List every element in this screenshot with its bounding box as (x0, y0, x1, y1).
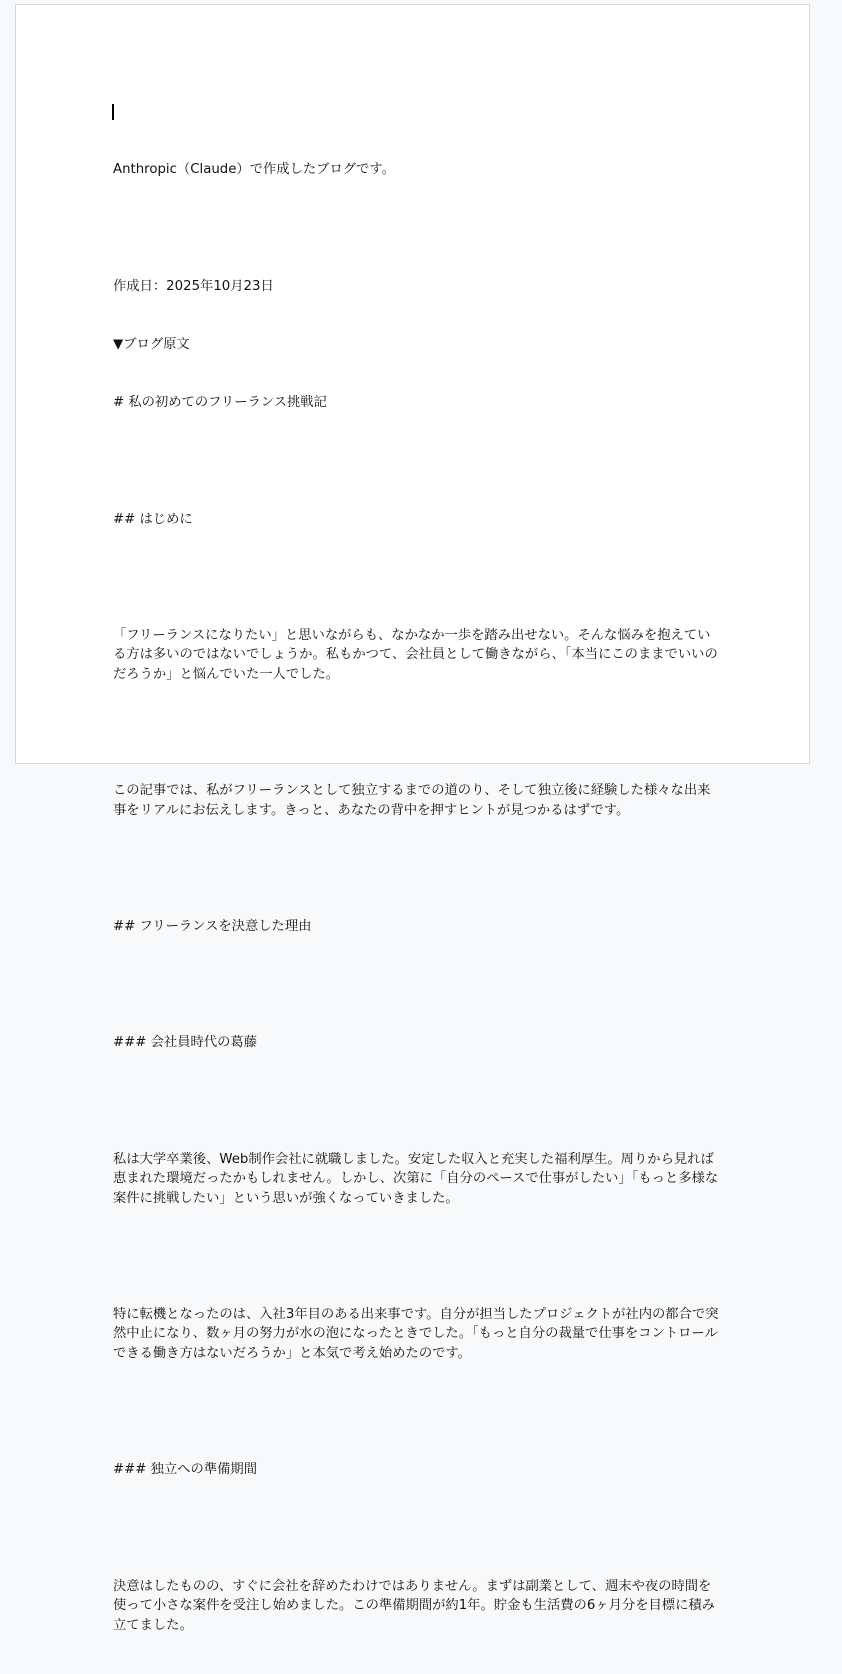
heading-2-reason: ## フリーランスを決意した理由 (113, 918, 312, 934)
blank-line (113, 1247, 723, 1266)
created-date: 作成日：2025年10月23日 (113, 278, 274, 294)
blank-line (113, 1092, 723, 1111)
intro-line: Anthropic（Claude）で作成したブログです。 (113, 162, 395, 178)
blank-line (113, 859, 723, 878)
blank-line (113, 1402, 723, 1421)
paragraph-5: 決意はしたものの、すぐに会社を辞めたわけではありません。まずは副業として、週末や夜の時間を使って小さな案件を受注し始めました。この準備期間が約1年。貯金も生活費の6ヶ月分を目標に積み立てました。 (113, 1578, 715, 1633)
document-page (15, 4, 810, 1633)
blank-line (113, 218, 723, 237)
blank-line (113, 723, 723, 742)
blank-line (113, 975, 723, 994)
heading-2-intro: ## はじめに (113, 511, 193, 527)
blank-line (113, 451, 723, 470)
heading-1: # 私の初めてのフリーランス挑戦記 (113, 395, 327, 411)
blank-line (113, 568, 723, 587)
paragraph-2: この記事では、私がフリーランスとして独立するまでの道のり、そして独立後に経験した様々な出来事をリアルにお伝えします。きっと、あなたの背中を押すヒントが見つかるはずです。 (113, 783, 711, 818)
document-body[interactable] (113, 102, 723, 1674)
original-label: ▼ブログ原文 (113, 336, 190, 352)
blank-line (113, 1519, 723, 1538)
paragraph-1: 「フリーランスになりたい」と思いながらも、なかなか一歩を踏み出せない。そんな悩みを抱えている方は多いのではないでしょうか。私もかつて、会社員として働きながら、「本当にこのままでいいのだろうか」と悩んでいた一人でした。 (113, 627, 718, 682)
heading-3-conflict: ### 会社員時代の葛藤 (113, 1035, 258, 1051)
text-cursor (112, 104, 114, 120)
heading-3-prep: ### 独立への準備期間 (113, 1462, 258, 1478)
paragraph-4: 特に転機となったのは、入社3年目のある出来事です。自分が担当したプロジェクトが社内の都合で突然中止になり、数ヶ月の努力が水の泡になったときでした。「もっと自分の裁量で仕事をコントロールできる働き方はないだろうか」と本気で考え始めたのです。 (113, 1307, 719, 1361)
paragraph-3: 私は大学卒業後、Web制作会社に就職しました。安定した収入と充実した福利厚生。周りから見れば恵まれた環境だったかもしれません。しかし、次第に「自分のペースで仕事がしたい」「もっと多様な案件に挑戦したい」という思いが強くなっていきました。 (113, 1151, 719, 1206)
